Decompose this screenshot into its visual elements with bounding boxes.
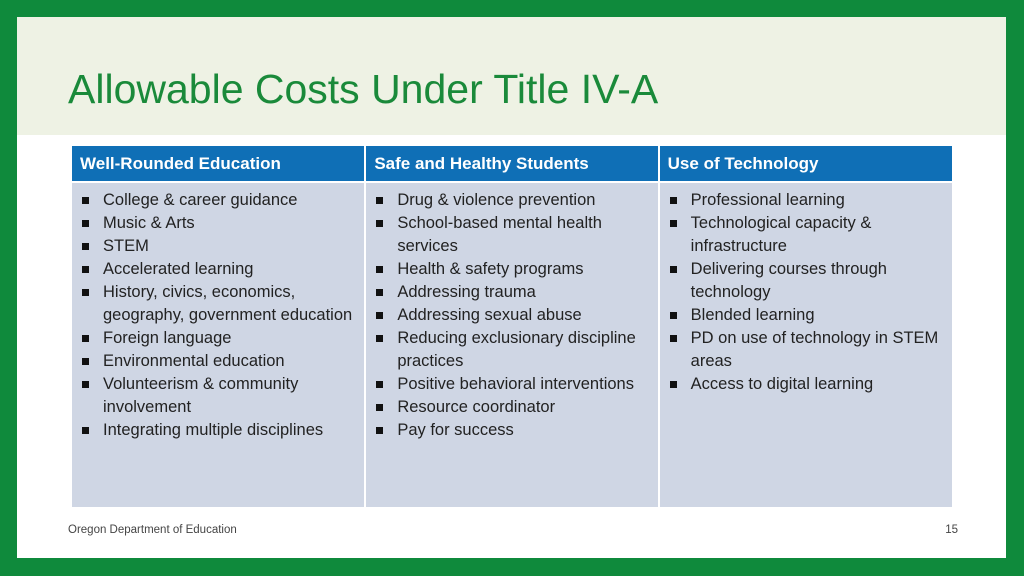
column-cell-safe-healthy bbox=[365, 182, 658, 507]
bullet-item: Accelerated learning bbox=[80, 258, 360, 281]
bullet-item: School-based mental health services bbox=[374, 212, 653, 258]
bullet-item: Blended learning bbox=[668, 304, 948, 327]
bullet-item: Pay for success bbox=[374, 419, 653, 442]
bullet-item: History, civics, economics, geography, government education bbox=[80, 281, 360, 327]
table-header-row bbox=[72, 146, 952, 182]
column-header-safe-healthy: Safe and Healthy Students bbox=[365, 146, 658, 182]
bullet-item: Professional learning bbox=[668, 189, 948, 212]
bullet-item: College & career guidance bbox=[80, 189, 360, 212]
bullet-item: Volunteerism & community involvement bbox=[80, 373, 360, 419]
bullet-list-technology bbox=[668, 189, 948, 396]
bullet-list-safe-healthy bbox=[374, 189, 653, 442]
bullet-item: Reducing exclusionary discipline practices bbox=[374, 327, 653, 373]
bullet-item: Foreign language bbox=[80, 327, 360, 350]
slide bbox=[17, 17, 1006, 558]
bullet-item: Technological capacity & infrastructure bbox=[668, 212, 948, 258]
bullet-item: Drug & violence prevention bbox=[374, 189, 653, 212]
bullet-item: PD on use of technology in STEM areas bbox=[668, 327, 948, 373]
bullet-list-well-rounded bbox=[80, 189, 360, 442]
bullet-item: Addressing sexual abuse bbox=[374, 304, 653, 327]
bullet-item: Positive behavioral interventions bbox=[374, 373, 653, 396]
title-band bbox=[17, 17, 1006, 135]
allowable-costs-table bbox=[72, 146, 952, 507]
bullet-item: Health & safety programs bbox=[374, 258, 653, 281]
column-header-technology: Use of Technology bbox=[659, 146, 952, 182]
slide-title: Allowable Costs Under Title IV-A bbox=[68, 66, 659, 112]
column-header-well-rounded: Well-Rounded Education bbox=[72, 146, 365, 182]
column-cell-technology bbox=[659, 182, 952, 507]
bullet-item: Resource coordinator bbox=[374, 396, 653, 419]
bullet-item: Addressing trauma bbox=[374, 281, 653, 304]
bullet-item: Music & Arts bbox=[80, 212, 360, 235]
bullet-item: Access to digital learning bbox=[668, 373, 948, 396]
bullet-item: Integrating multiple disciplines bbox=[80, 419, 360, 442]
bullet-item: Delivering courses through technology bbox=[668, 258, 948, 304]
table-body-row bbox=[72, 182, 952, 507]
bullet-item: Environmental education bbox=[80, 350, 360, 373]
bullet-item: STEM bbox=[80, 235, 360, 258]
footer-organization: Oregon Department of Education bbox=[68, 524, 237, 536]
page-number: 15 bbox=[945, 524, 958, 536]
column-cell-well-rounded bbox=[72, 182, 365, 507]
